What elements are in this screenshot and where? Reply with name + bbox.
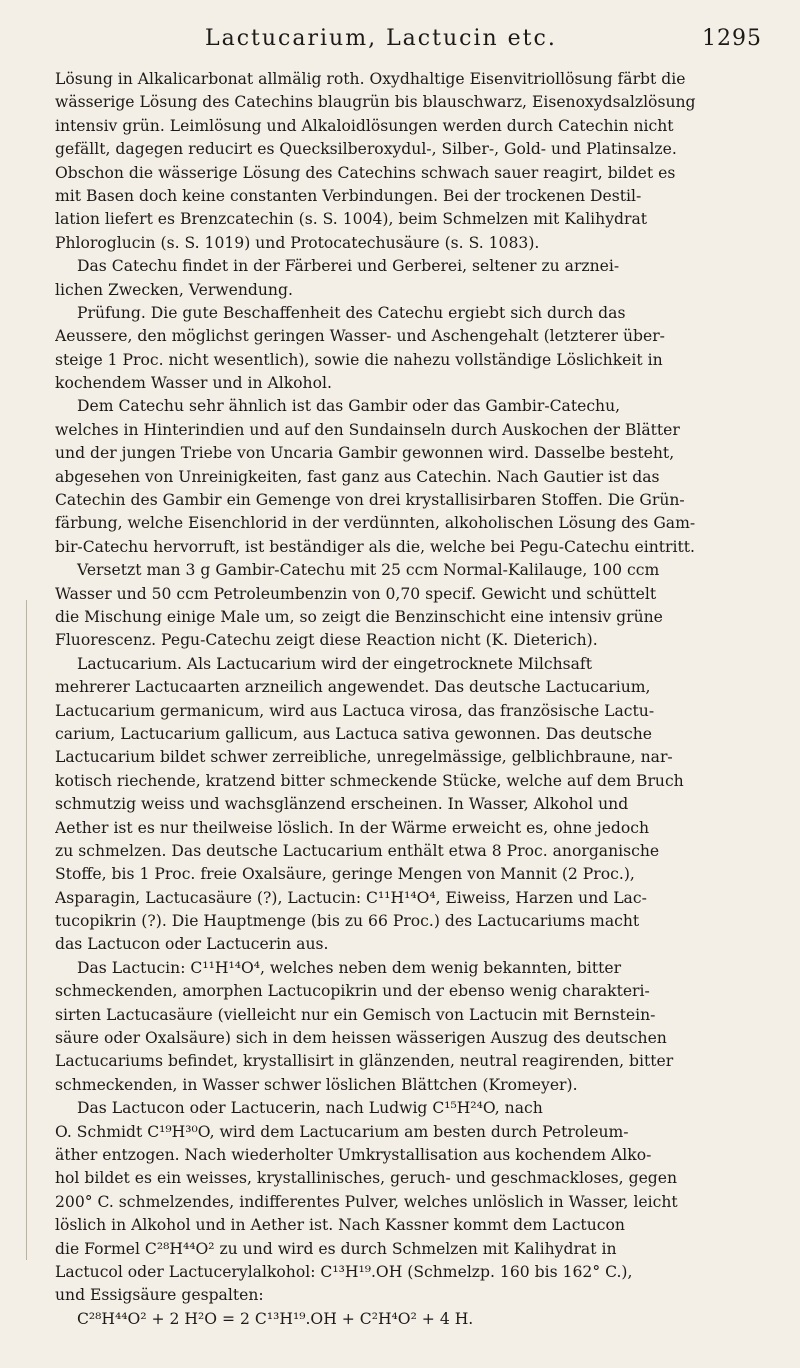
text-line: Lactucariums befindet, krystallisirt in glänzenden, neutral reagirenden, bitter [55, 1052, 674, 1071]
text-line: O. Schmidt C¹⁹H³⁰O, wird dem Lactucarium am besten durch Petroleum- [55, 1122, 629, 1141]
text-line: die Formel C²⁸H⁴⁴O² zu und wird es durch Schmelzen mit Kalihydrat in [55, 1239, 617, 1258]
text-line: Lactucol oder Lactucerylalkohol: C¹³H¹⁹.OH (Schmelzp. 160 bis 162° C.), [55, 1262, 633, 1281]
text-line: Aether ist es nur theilweise löslich. In der Wärme erweicht es, ohne jedoch [55, 818, 650, 837]
text-line: das Lactucon oder Lactucerin aus. [55, 935, 329, 954]
text-line: lichen Zwecken, Verwendung. [55, 280, 293, 299]
text-line: schmeckenden, amorphen Lactucopikrin und der ebenso wenig charakteri- [55, 982, 650, 1001]
text-line: kotisch riechende, kratzend bitter schmeckende Stücke, welche auf dem Bruch [55, 771, 684, 790]
page-header [0, 18, 800, 58]
text-line: Stoffe, bis 1 Proc. freie Oxalsäure, geringe Mengen von Mannit (2 Proc.), [55, 865, 635, 884]
text-line: Obschon die wässerige Lösung des Catechins schwach sauer reagirt, bildet es [55, 163, 676, 182]
chemical-equation: C²⁸H⁴⁴O² + 2 H²O = 2 C¹³H¹⁹.OH + C²H⁴O² + 4 H. [77, 1309, 474, 1328]
text-line: abgesehen von Unreinigkeiten, fast ganz aus Catechin. Nach Gautier ist das [55, 467, 660, 486]
text-line: färbung, welche Eisenchlorid in der verdünnten, alkoholischen Lösung des Gam- [55, 514, 696, 533]
text-line: mit Basen doch keine constanten Verbindungen. Bei der trockenen Destil- [55, 186, 642, 205]
text-line: Phloroglucin (s. S. 1019) und Protocatechusäure (s. S. 1083). [55, 233, 540, 252]
text-line: sirten Lactucasäure (vielleicht nur ein Gemisch von Lactucin mit Bernstein- [55, 1005, 656, 1024]
text-line: schmutzig weiss und wachsglänzend erscheinen. In Wasser, Alkohol und [55, 795, 629, 814]
text-line: Catechin des Gambir ein Gemenge von drei krystallisirbaren Stoffen. Die Grün- [55, 491, 685, 510]
body-text [55, 68, 765, 1331]
text-line: mehrerer Lactucaarten arzneilich angewendet. Das deutsche Lactucarium, [55, 678, 651, 697]
text-line: bir-Catechu hervorruft, ist beständiger als die, welche bei Pegu-Catechu eintritt. [55, 537, 695, 556]
text-line: säure oder Oxalsäure) sich in dem heissen wässerigen Auszug des deutschen [55, 1029, 667, 1048]
paragraph-start-line: Das Lactucon oder Lactucerin, nach Ludwig C¹⁵H²⁴O, nach [77, 1099, 543, 1118]
paragraph-start-line: Versetzt man 3 g Gambir-Catechu mit 25 ccm Normal-Kalilauge, 100 ccm [77, 561, 660, 580]
text-line: gefällt, dagegen reducirt es Quecksilberoxydul-, Silber-, Gold- und Platinsalze. [55, 140, 677, 159]
text-line: lation liefert es Brenzcatechin (s. S. 1004), beim Schmelzen mit Kalihydrat [55, 210, 648, 229]
page-number: 1295 [702, 26, 762, 51]
paragraph-start-line: Lactucarium. Als Lactucarium wird der eingetrocknete Milchsaft [77, 654, 592, 673]
text-line: die Mischung einige Male um, so zeigt die Benzinschicht eine intensiv grüne [55, 607, 663, 626]
text-line: Wasser und 50 ccm Petroleumbenzin von 0,70 specif. Gewicht und schüttelt [55, 584, 657, 603]
text-line: Lactucarium bildet schwer zerreibliche, unregelmässige, gelblichbraune, nar- [55, 748, 673, 767]
text-line: zu schmelzen. Das deutsche Lactucarium enthält etwa 8 Proc. anorganische [55, 841, 660, 860]
text-line: Lösung in Alkalicarbonat allmälig roth. Oxydhaltige Eisenvitriollösung färbt die [55, 70, 686, 88]
text-line: steige 1 Proc. nicht wesentlich), sowie die nahezu vollständige Löslichkeit in [55, 350, 663, 369]
text-line: löslich in Alkohol und in Aether ist. Nach Kassner kommt dem Lactucon [55, 1216, 625, 1235]
text-line: welches in Hinterindien und auf den Sundainseln durch Auskochen der Blätter [55, 420, 680, 439]
running-head: Lactucarium, Lactucin etc. [205, 26, 557, 51]
gutter-shadow [26, 600, 27, 1260]
text-line: intensiv grün. Leimlösung und Alkaloidlösungen werden durch Catechin nicht [55, 116, 674, 135]
text-line: tucopikrin (?). Die Hauptmenge (bis zu 66 Proc.) des Lactucariums macht [55, 912, 640, 931]
paragraph-start-line: Dem Catechu sehr ähnlich ist das Gambir oder das Gambir-Catechu, [77, 397, 621, 416]
text-line: schmeckenden, in Wasser schwer löslichen Blättchen (Kromeyer). [55, 1075, 578, 1094]
paragraph-start-line: Prüfung. Die gute Beschaffenheit des Catechu ergiebt sich durch das [77, 303, 626, 322]
text-line: Lactucarium germanicum, wird aus Lactuca virosa, das französische Lactu- [55, 701, 655, 720]
text-line: Aeussere, den möglichst geringen Wasser- und Aschengehalt (letzterer über- [55, 327, 665, 346]
text-line: äther entzogen. Nach wiederholter Umkrystallisation aus kochendem Alko- [55, 1145, 652, 1164]
text-line: carium, Lactucarium gallicum, aus Lactuca sativa gewonnen. Das deutsche [55, 724, 652, 743]
text-line: Fluorescenz. Pegu-Catechu zeigt diese Reaction nicht (K. Dieterich). [55, 631, 598, 650]
text-line: und Essigsäure gespalten: [55, 1286, 264, 1305]
text-line: wässerige Lösung des Catechins blaugrün bis blauschwarz, Eisenoxydsalzlösung [55, 93, 696, 112]
text-line: und der jungen Triebe von Uncaria Gambir gewonnen wird. Dasselbe besteht, [55, 444, 675, 463]
text-line: 200° C. schmelzendes, indifferentes Pulver, welches unlöslich in Wasser, leicht [55, 1192, 678, 1211]
paragraph-start-line: Das Lactucin: C¹¹H¹⁴O⁴, welches neben dem wenig bekannten, bitter [77, 958, 622, 977]
paragraph-start-line: Das Catechu findet in der Färberei und Gerberei, seltener zu arznei- [77, 257, 620, 276]
text-line: kochendem Wasser und in Alkohol. [55, 374, 332, 393]
text-line: hol bildet es ein weisses, krystallinisches, geruch- und geschmackloses, gegen [55, 1169, 678, 1188]
text-line: Asparagin, Lactucasäure (?), Lactucin: C¹¹H¹⁴O⁴, Eiweiss, Harzen und Lac- [55, 888, 647, 907]
